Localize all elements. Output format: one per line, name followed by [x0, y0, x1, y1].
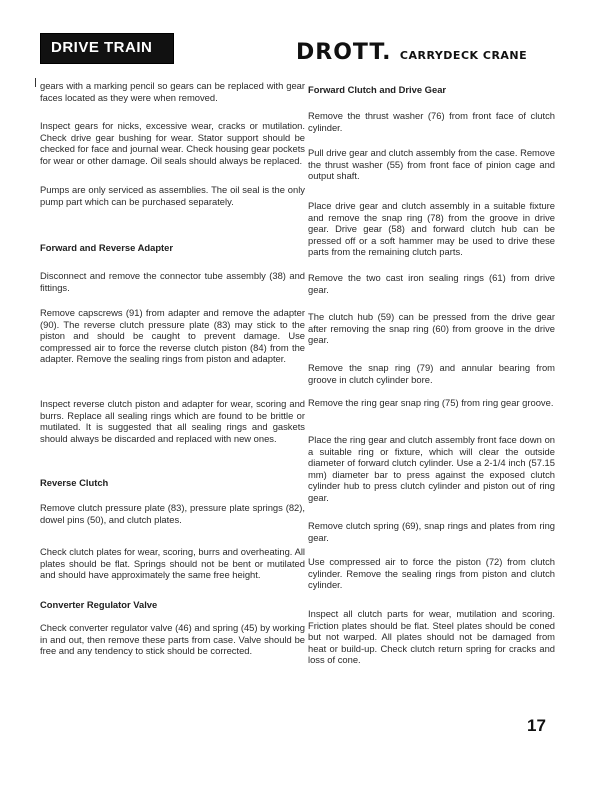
brand-subtitle: CARRYDECK CRANE	[399, 49, 528, 62]
brand-name: DROTT.	[296, 40, 392, 65]
paragraph: Inspect all clutch parts for wear, mutilation and scoring. Friction plates should be flat. Steel plates should be coned but not warped. All plates should not be damaged from heat or build-up. Check clutch return spring for cracks and loss of cone.	[308, 608, 555, 666]
section-heading: Forward and Reverse Adapter	[40, 242, 174, 253]
paragraph: Check converter regulator valve (46) and spring (45) by working in and out, then remove these parts from case. Valve should be free and any tendency to stick should be corrected.	[40, 622, 305, 657]
page-number: 17	[527, 716, 546, 735]
paragraph: Disconnect and remove the connector tube assembly (38) and fittings.	[40, 270, 305, 293]
paragraph: Place the ring gear and clutch assembly front face down on a suitable ring or fixture, which will clear the outside diameter of forward clutch cylinder. Use a 2-1/4 inch (57.15 mm) diameter bar to press against the exposed clutch cylinder hub to press clutch cylinder and piston out of ring gear.	[308, 434, 555, 503]
paragraph: Remove the ring gear snap ring (75) from ring gear groove.	[308, 397, 554, 408]
margin-mark	[35, 78, 36, 87]
paragraph: Check clutch plates for wear, scoring, burrs and overheating. All plates should be flat. Springs should not be bent or mutilated and should have approximately the same free height.	[40, 546, 305, 581]
paragraph: Remove clutch spring (69), snap rings and plates from ring gear.	[308, 520, 555, 543]
paragraph: gears with a marking pencil so gears can be replaced with gear faces located as they were when removed.	[40, 80, 305, 103]
paragraph: The clutch hub (59) can be pressed from the drive gear after removing the snap ring (60) from groove in the drive gear.	[308, 311, 555, 346]
paragraph: Remove the thrust washer (76) from front face of clutch cylinder.	[308, 110, 555, 133]
section-title: DRIVE TRAIN	[51, 39, 153, 56]
brand-logo	[296, 40, 527, 65]
section-heading: Reverse Clutch	[40, 477, 109, 488]
paragraph: Remove capscrews (91) from adapter and remove the adapter (90). The reverse clutch pressure plate (83) may stick to the piston and should be caught to prevent damage. Use compressed air to force the reverse clutch piston (84) from the adapter. Remove the sealing rings from piston and adapter.	[40, 307, 305, 365]
paragraph: Inspect reverse clutch piston and adapter for wear, scoring and burrs. Replace all sealing rings which are found to be brittle or mutilated. It is suggested that all sealing rings and gaskets should always be discarded and replaced with new ones.	[40, 398, 305, 444]
paragraph: Use compressed air to force the piston (72) from clutch cylinder. Remove the sealing rings from piston and clutch cylinder.	[308, 556, 555, 591]
paragraph: Place drive gear and clutch assembly in a suitable fixture and remove the snap ring (78) from the groove in drive gear. Drive gear (58) and forward clutch hub can be pressed off or a soft hammer may be used to drive these parts from the remaining clutch parts.	[308, 200, 555, 258]
paragraph: Remove clutch pressure plate (83), pressure plate springs (82), dowel pins (50), and clutch plates.	[40, 502, 305, 525]
paragraph: Inspect gears for nicks, excessive wear, cracks or mutilation. Check drive gear bushing for wear. Stator support should be checked for face and journal wear. Check housing gear pockets for wear or other damage. Oil seals should always be replaced.	[40, 120, 305, 166]
paragraph: Remove the snap ring (79) and annular bearing from groove in clutch cylinder bore.	[308, 362, 555, 385]
paragraph: Pumps are only serviced as assemblies. The oil seal is the only pump part which can be purchased separately.	[40, 184, 305, 207]
paragraph: Remove the two cast iron sealing rings (61) from drive gear.	[308, 272, 555, 295]
section-heading: Forward Clutch and Drive Gear	[308, 84, 447, 95]
paragraph: Pull drive gear and clutch assembly from the case. Remove the thrust washer (55) from front face of pinion cage and output shaft.	[308, 147, 555, 182]
section-heading: Converter Regulator Valve	[40, 599, 158, 610]
section-title-box	[40, 33, 174, 64]
